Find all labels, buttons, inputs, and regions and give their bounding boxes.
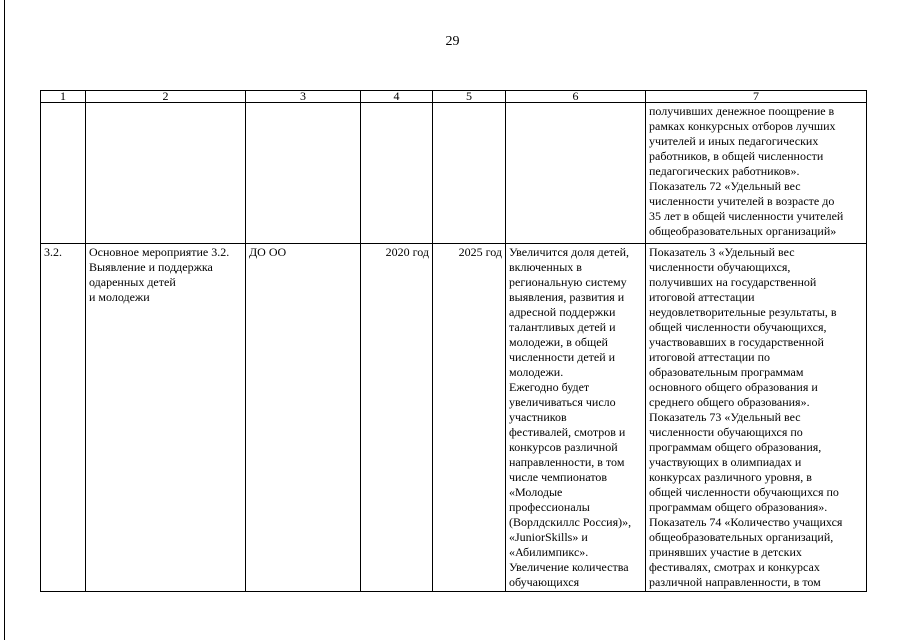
- cell-empty: [246, 103, 361, 244]
- cell-empty: [86, 103, 246, 244]
- text-line: региональную систему: [509, 275, 627, 289]
- text-line: получивших денежное поощрение в: [649, 104, 835, 118]
- text-line: педагогических работников».: [649, 164, 800, 178]
- text-line: итоговой аттестации: [649, 290, 755, 304]
- text-line: работников, в общей численности: [649, 149, 824, 163]
- text-line: 35 лет в общей численности учителей: [649, 209, 844, 223]
- text-line: участвующих в олимпиадах и: [649, 455, 802, 469]
- column-header-1: 1: [41, 91, 86, 103]
- text-line: Ежегодно будет: [509, 380, 590, 394]
- text-line: среднего общего образования».: [649, 395, 810, 409]
- text-line: числе чемпионатов: [509, 470, 608, 484]
- text-line: адресной поддержки: [509, 305, 616, 319]
- text-line: «Абилимпикс».: [509, 545, 589, 559]
- column-header-7: 7: [646, 91, 867, 103]
- text-line: молодежи.: [509, 365, 564, 379]
- page-edge-line: [4, 0, 5, 640]
- text-line: образовательным программам: [649, 365, 804, 379]
- column-header-5: 5: [433, 91, 506, 103]
- text-line: фестивалей, смотров и: [509, 425, 626, 439]
- text-line: учителей и иных педагогических: [649, 134, 819, 148]
- text-line: (Ворлдскиллс Россия)»,: [509, 515, 632, 529]
- text-line: численности обучающихся,: [649, 260, 791, 274]
- text-line: основного общего образования и: [649, 380, 818, 394]
- text-line: Увеличение количества: [509, 560, 629, 574]
- column-header-2: 2: [86, 91, 246, 103]
- text-line: Основное мероприятие 3.2.: [89, 245, 230, 259]
- text-line: обучающихся: [509, 575, 580, 589]
- cell-empty: [433, 103, 506, 244]
- text-line: участников: [509, 410, 567, 424]
- text-line: Увеличится доля детей,: [509, 245, 630, 259]
- text-line: Показатель 3 «Удельный вес: [649, 245, 795, 259]
- text-line: общей численности обучающихся по: [649, 485, 839, 499]
- text-line: общей численности обучающихся,: [649, 320, 827, 334]
- text-line: молодежи, в общей: [509, 335, 608, 349]
- text-line: включенных в: [509, 260, 582, 274]
- text-line: неудовлетворительные результаты, в: [649, 305, 837, 319]
- activity-name-cell: [86, 244, 246, 592]
- cell-empty: [506, 103, 646, 244]
- text-line: итоговой аттестации по: [649, 350, 770, 364]
- text-line: численности обучающихся по: [649, 425, 803, 439]
- text-line: Показатель 72 «Удельный вес: [649, 179, 801, 193]
- indicators-cell: [646, 244, 867, 592]
- text-line: и молодежи: [89, 290, 150, 304]
- text-line: численности детей и: [509, 350, 616, 364]
- text-line: конкурсов различной: [509, 440, 618, 454]
- text-line: «JuniorSkills» и: [509, 530, 588, 544]
- text-line: Показатель 74 «Количество учащихся: [649, 515, 843, 529]
- text-line: направленности, в том: [509, 455, 625, 469]
- text-line: получивших на государственной: [649, 275, 817, 289]
- table-row-3-2: [41, 244, 867, 592]
- cell-empty: [41, 103, 86, 244]
- text-line: Выявление и поддержка: [89, 260, 213, 274]
- text-line: конкурсах различного уровня, в: [649, 470, 812, 484]
- cell-empty: [361, 103, 433, 244]
- indicator-cell-continued: [646, 103, 867, 244]
- text-line: принявших участие в детских: [649, 545, 802, 559]
- table-row-continued: [41, 103, 867, 244]
- text-line: «Молодые: [509, 485, 563, 499]
- column-header-6: 6: [506, 91, 646, 103]
- text-line: общеобразовательных организаций,: [649, 530, 834, 544]
- text-line: численности учителей в возрасте до: [649, 194, 835, 208]
- text-line: Показатель 73 «Удельный вес: [649, 410, 801, 424]
- column-header-4: 4: [361, 91, 433, 103]
- text-line: выявления, развития и: [509, 290, 625, 304]
- end-year-cell: 2025 год: [433, 244, 506, 592]
- text-line: программам общего образования,: [649, 440, 822, 454]
- text-line: общеобразовательных организаций»: [649, 224, 837, 238]
- text-line: фестивалях, смотрах и конкурсах: [649, 560, 820, 574]
- row-number-cell: 3.2.: [41, 244, 86, 592]
- text-line: увеличиваться число: [509, 395, 616, 409]
- start-year-cell: 2020 год: [361, 244, 433, 592]
- executor-cell: ДО ОО: [246, 244, 361, 592]
- text-line: рамках конкурсных отборов лучших: [649, 119, 836, 133]
- text-line: различной направленности, в том: [649, 575, 821, 589]
- text-line: профессионалы: [509, 500, 590, 514]
- text-line: программам общего образования».: [649, 500, 828, 514]
- column-number-row: [41, 91, 867, 103]
- text-line: талантливых детей и: [509, 320, 616, 334]
- expected-result-cell: [506, 244, 646, 592]
- column-header-3: 3: [246, 91, 361, 103]
- page-number: 29: [445, 34, 460, 49]
- text-line: одаренных детей: [89, 275, 176, 289]
- text-line: участвовавших в государственной: [649, 335, 824, 349]
- program-table: [40, 90, 867, 592]
